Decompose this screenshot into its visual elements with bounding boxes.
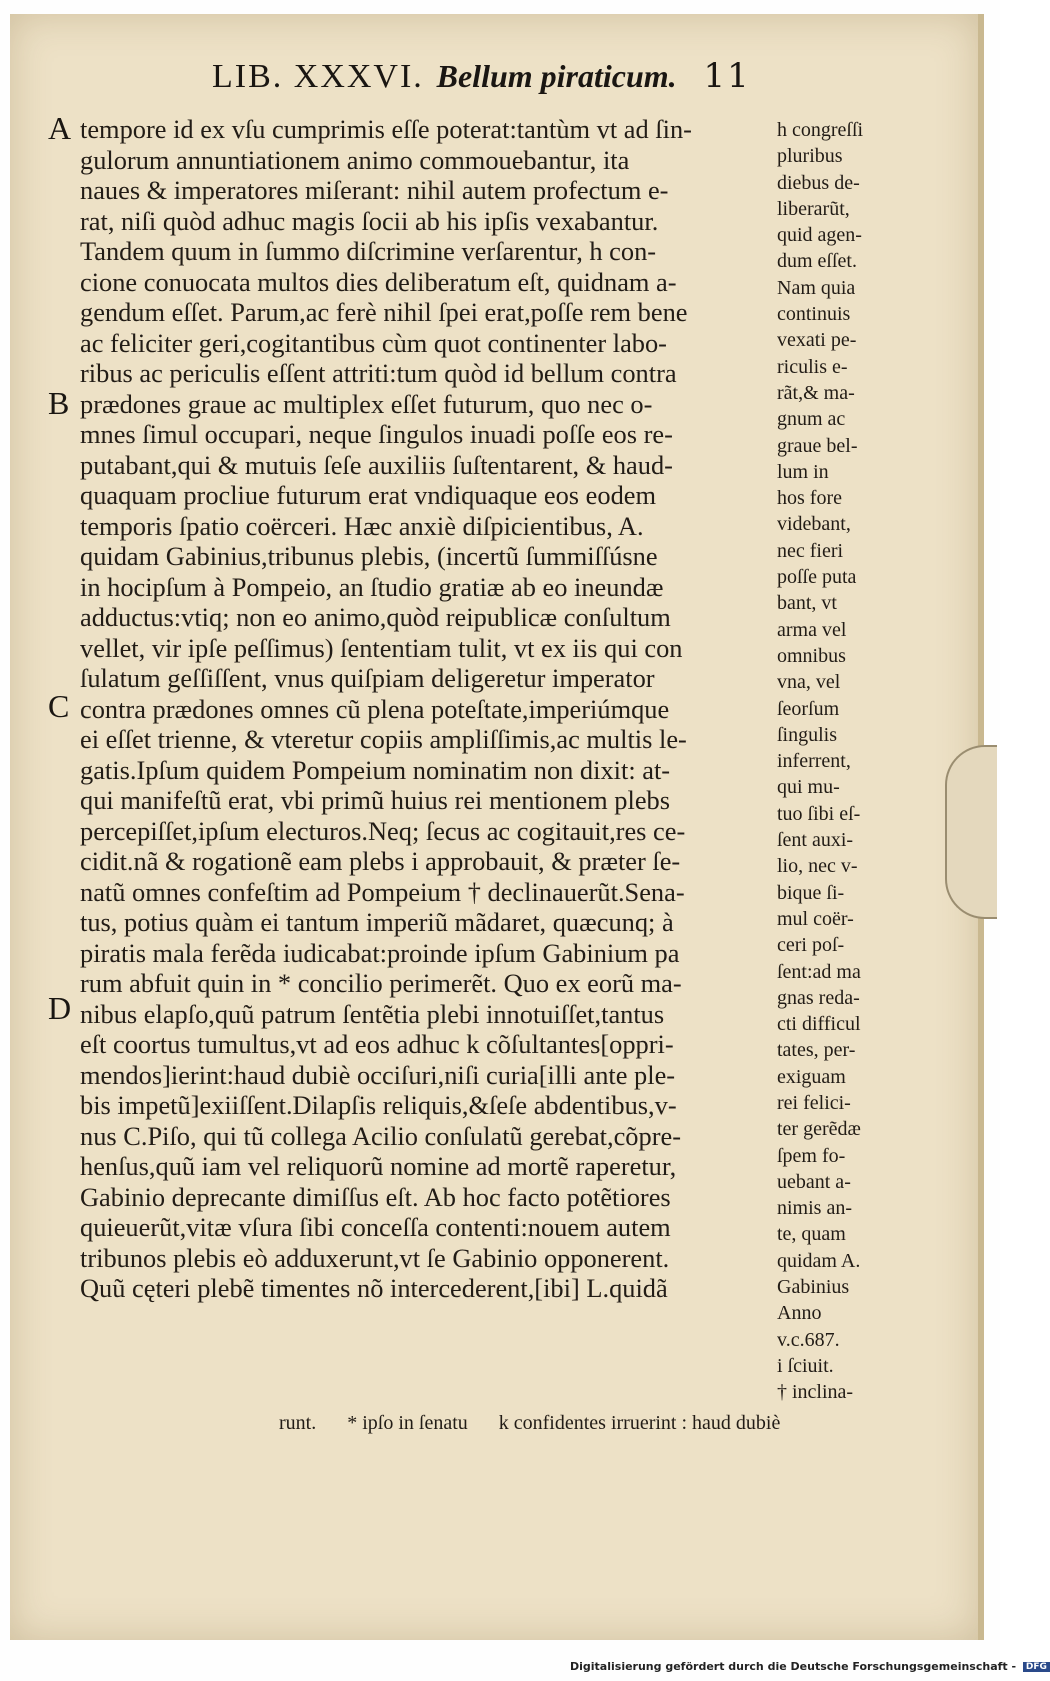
margin-note-line: lum in [777, 460, 829, 483]
margin-note-line: poſſe puta [777, 566, 857, 589]
running-title: Bellum piraticum. [436, 58, 677, 94]
text-line: piratis mala ferẽda iudicabat:proinde ipſum Gabinium pa [80, 937, 680, 968]
text-line: Gabinio deprecante dimiſſus eſt. Ab hoc facto potẽtiores [80, 1181, 671, 1212]
margin-note-line: te, quam [777, 1223, 846, 1246]
section-marker-c: C [48, 688, 70, 724]
margin-note-line: ter gerẽdæ [777, 1118, 861, 1141]
section-marker-b: B [48, 385, 70, 421]
page-tab [945, 745, 997, 919]
text-line: tus, potius quàm ei tantum imperiũ mãdaret, quæcunq; à [80, 907, 674, 937]
text-line: gatis.Ipſum quidem Pompeium nominatim non dixit: at- [80, 754, 671, 785]
text-line: gulorum annuntiationem animo commouebantur, ita [80, 144, 630, 175]
text-line: contra prædones omnes cũ plena poteſtate,imperiúmque [80, 693, 670, 724]
margin-note-line: omnibus [777, 644, 846, 667]
margin-note-line: h congreſſi [777, 119, 864, 141]
margin-note-line: Nam quia [777, 276, 856, 299]
margin-note-line: cti difficul [777, 1013, 861, 1036]
margin-note-line: lio, nec v- [777, 855, 858, 878]
text-line: tribunos plebis eò adduxerunt,vt ſe Gabinio opponerent. [80, 1242, 670, 1273]
margin-note-line: gnas reda- [777, 986, 860, 1009]
margin-note-line: Anno [777, 1302, 822, 1325]
footnote-2: * ipſo in ſenatu [347, 1412, 468, 1434]
section-marker-a: A [48, 110, 72, 146]
margin-note-line: dum eſſet. [777, 250, 857, 273]
margin-note-line: liberarũt, [777, 197, 850, 220]
text-line: in hocipſum à Pompeio, an ſtudio gratiæ ab eo ineundæ [80, 571, 664, 602]
footnote-1: runt. [279, 1412, 317, 1434]
text-line: henſus,quũ iam vel reliquorũ nomine ad mortẽ raperetur, [80, 1151, 677, 1181]
text-line: qui manifeſtũ erat, vbi primũ huius rei mentionem plebs [80, 785, 671, 815]
digitization-credit [570, 1660, 1047, 1678]
margin-note-line: † inclina- [777, 1381, 854, 1404]
text-line: prædones graue ac multiplex eſſet futurum, quo nec o- [80, 388, 653, 419]
margin-note-line: rei felici- [777, 1091, 851, 1114]
text-line: temporis ſpatio coërceri. Hæc anxiè diſpicientibus, A. [80, 510, 644, 541]
margin-note-line: videbant, [777, 513, 851, 536]
section-marker-d: D [48, 990, 72, 1026]
text-line: percepiſſet,ipſum electuros.Neq; ſecus ac cogitauit,res ce- [80, 815, 686, 846]
text-line: rum abfuit quin in * concilio perimerẽt. Quo ex eorũ ma- [80, 968, 682, 998]
margin-note-line: ſeorſum [777, 697, 840, 720]
margin-note-line: mul coër- [777, 907, 854, 930]
text-line: quidam Gabinius,tribunus plebis, (incertũ ſummiſſúsne [80, 541, 658, 571]
text-line: nibus elapſo,quũ patrum ſentẽtia plebi innotuiſſet,tantus [80, 998, 665, 1029]
margin-note-line: ſent auxi- [777, 829, 854, 852]
text-line: cione conuocata multos dies deliberatum eſt, quidnam a- [80, 266, 677, 297]
text-line: mnes ſimul occupari, neque ſingulos inuadi poſſe eos re- [80, 419, 673, 449]
margin-note-line: uebant a- [777, 1170, 851, 1193]
margin-note-line: nimis an- [777, 1197, 852, 1220]
margin-note-line: vna, vel [777, 671, 841, 694]
text-line: cidit.nã & rogationẽ eam plebs i approbauit, & præter ſe- [80, 846, 681, 876]
margin-note-line: ſpem fo- [777, 1144, 846, 1167]
text-line: rat, niſi quòd adhuc magis ſocii ab his ipſis vexabantur. [80, 205, 659, 236]
text-line: gendum eſſet. Parum,ac ferè nihil ſpei erat,poſſe rem bene [80, 297, 688, 327]
text-line: naues & imperatores miſerant: nihil autem profectum e- [80, 175, 669, 205]
text-line: tempore id ex vſu cumprimis eſſe poterat:tantùm vt ad ſin- [80, 114, 692, 144]
running-head [212, 56, 782, 116]
margin-note-line: riculis e- [777, 355, 848, 378]
margin-note-line: graue bel- [777, 434, 858, 457]
text-line: quaquam procliue futurum erat vndiquaque eos eodem [80, 480, 657, 510]
text-line: Quũ cęteri plebẽ timentes nõ intercederent,[ibi] L.quidã [80, 1273, 668, 1303]
margin-note-line: qui mu- [777, 776, 840, 799]
margin-note-line: quidam A. [777, 1249, 861, 1272]
margin-note-line: gnum ac [777, 408, 846, 431]
text-line: ac feliciter geri,cogitantibus cùm quot continenter labo- [80, 327, 667, 358]
margin-note-line: nec fieri [777, 539, 844, 562]
book-number: LIB. XXXVI. [212, 58, 424, 95]
margin-note-line: bique ſi- [777, 881, 845, 904]
margin-note-line: pluribus [777, 145, 843, 168]
marginal-notes-column [777, 117, 909, 1406]
text-line: ſulatum geſſiſſent, vnus quiſpiam deligeretur imperator [80, 663, 655, 693]
text-line: quieuerũt,vitæ vſura ſibi conceſſa contenti:nouem autem [80, 1212, 671, 1242]
margin-note-line: Gabinius [777, 1276, 850, 1299]
margin-note-line: ſingulis [777, 723, 838, 746]
margin-note-line: rãt,& ma- [777, 381, 855, 404]
dfg-logo-icon: DFG [1023, 1662, 1050, 1672]
text-line: ei eſſet trienne, & vteretur copiis ampliſſimis,ac multis le- [80, 724, 687, 754]
text-line: Tandem quum in ſummo diſcrimine verſarentur, h con- [80, 236, 657, 266]
margin-note-line: i ſciuit. [777, 1354, 834, 1377]
margin-note-line: vexati pe- [777, 329, 857, 352]
main-text-column [80, 114, 770, 1304]
margin-note-line: continuis [777, 303, 851, 326]
margin-note-line: inferrent, [777, 750, 851, 773]
text-line: ribus ac periculis eſſent attriti:tum quòd id bellum contra [80, 358, 677, 388]
margin-note-line: ſent:ad ma [777, 960, 861, 983]
text-line: adductus:vtiq; non eo animo,quòd reipublicæ conſultum [80, 602, 671, 632]
text-line: eſt coortus tumultus,vt ad eos adhuc k cõſultantes[oppri- [80, 1029, 674, 1059]
text-line: vellet, vir ipſe peſſimus) ſententiam tulit, vt ex iis qui con [80, 632, 683, 663]
margin-note-line: bant, vt [777, 592, 837, 615]
margin-note-line: diebus de- [777, 171, 860, 194]
page-number: 11 [703, 56, 751, 96]
footnotes [279, 1412, 919, 1435]
margin-note-line: tuo ſibi eſ- [777, 802, 861, 825]
margin-note-line: ceri poſ- [777, 934, 845, 957]
margin-note-line: tates, per- [777, 1039, 856, 1062]
margin-note-line: quid agen- [777, 224, 862, 247]
margin-note-line: v.c.687. [777, 1328, 840, 1351]
footnote-3: k confidentes irruerint : haud dubiè [498, 1412, 781, 1434]
credit-text: Digitalisierung gefördert durch die Deutsche Forschungsgemeinschaft - [570, 1660, 1017, 1673]
text-line: nus C.Piſo, qui tũ collega Acilio conſulatũ gerebat,cõpre- [80, 1120, 681, 1151]
margin-note-line: arma vel [777, 618, 847, 641]
text-line: bis impetũ]exiiſſent.Dilapſis reliquis,&ſeſe abdentibus,v- [80, 1090, 677, 1120]
text-line: natũ omnes confeſtim ad Pompeium † declinauerũt.Sena- [80, 876, 685, 907]
text-line: mendos]ierint:haud dubiè occiſuri,niſi curia[illi ante ple- [80, 1059, 676, 1090]
margin-note-line: exiguam [777, 1065, 846, 1088]
text-line: putabant,qui & mutuis ſeſe auxiliis ſuſtentarent, & haud- [80, 449, 673, 480]
margin-note-line: hos fore [777, 487, 842, 510]
